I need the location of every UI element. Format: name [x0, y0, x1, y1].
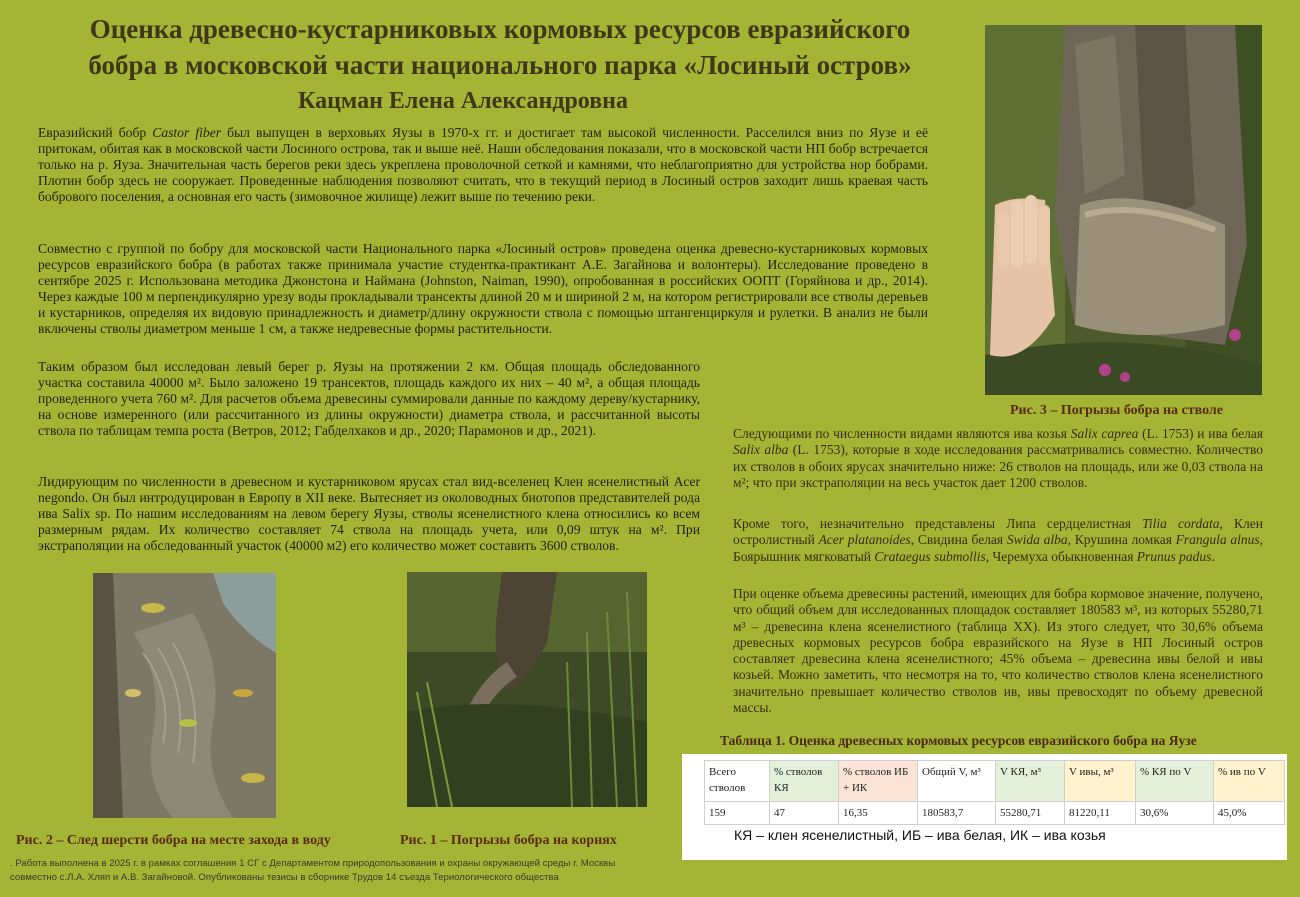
tree-trunk-image — [985, 25, 1262, 395]
paragraph-volume: При оценке объема древесины растений, имеющих для бобра кормовое значение, получено, что общий объем для исследованных площадок составляет 180583 м³, из которых 55280,71 м³ – древесина клена ясенелистного (таблица XX). Из этого следует, что 30,6% объема древесных кормовых ресурсов бобра евразийского на Яузе в НП Лосиный остров составляет древесина клена ясенелистного; 45% объема – древесина ивы белой и ивы козьей. Можно заметить, что несмотря на то, что количество стволов клена ясенелистного значительно превышает количество стволов ив, ивы превосходят по объему древесной массы. — [733, 586, 1263, 716]
paragraph-method: Совместно с группой по бобру для московской части Национального парка «Лосиный остров» проведена оценка древесно-кустарниковых кормовых ресурсов евразийского бобра (в работах также принимала участие студентка-практикант А.Е. Загайнова и волонтеры). Исследование проведено в сентябре 2025 г. Использована методика Джонстона и Наймана (Johnston, Naiman, 1990), опробованная в российских ООПТ (Горяйнова и др., 2014). Через каждые 100 м перпендикулярно урезу воды прокладывали трансекты длиной 20 м и шириной 2 м, на котором регистрировали все стволы деревьев и кустарников, определяя их видовую принадлежность и диаметр/длину окружности ствола с помощью штангенциркуля и рулетки. В анализ не были включены стволы диаметром меньше 1 см, а также недревесные формы растительности. — [38, 241, 928, 336]
table-cell: 81220,11 — [1065, 802, 1136, 825]
table-cell: 159 — [705, 802, 770, 825]
table-header-cell: % стволов КЯ — [770, 761, 839, 802]
photo-roots — [407, 572, 647, 807]
table-cell: 180583,7 — [918, 802, 996, 825]
table-cell: 30,6% — [1136, 802, 1214, 825]
table-header-cell: Общий V, м³ — [918, 761, 996, 802]
table-header-cell: V ивы, м³ — [1065, 761, 1136, 802]
data-table — [704, 760, 1285, 825]
paragraph-other-species: Кроме того, незначительно представлены Липа сердцелистная Tilia cordata, Клен остролистный Acer platanoides, Свидина белая Swida alba, Крушина ломкая Frangula alnus, Боярышник мягковатый Crataegus submollis, Черемуха обыкновенная Prunus padus. — [733, 516, 1263, 564]
table-header-cell: % КЯ по V — [1136, 761, 1214, 802]
table-cell: 16,35 — [839, 802, 918, 825]
figure-1-caption: Рис. 1 – Погрызы бобра на корнях — [400, 833, 617, 848]
table-panel — [682, 754, 1287, 860]
paragraph-survey: Таким образом был исследован левый берег р. Яузы на протяжении 2 км. Общая площадь обследованного участка составила 40000 м². Было заложено 19 трансектов, площадь каждого их них – 40 м², а общая площадь проведенного учета 760 м². Для расчетов объема древесины суммировали данные по каждому дереву/кустарнику, на основе измеренного (или рассчитанного из длины окружности) диаметра ствола, и рассчитанной высоты ствола по таблицам темпа роста (Ветров, 2012; Габделхаков и др., 2020; Парамонов и др., 2021). — [38, 359, 700, 438]
photo-fur-trace — [93, 573, 276, 818]
table-row — [705, 802, 1285, 825]
title-line-2: бобра в московской части национального парка «Лосиный остров» — [88, 50, 912, 80]
photo-tree-trunk — [985, 25, 1262, 395]
paragraph-maple: Лидирующим по численности в древесном и кустарниковом ярусах стал вид-вселенец Клен ясенелистный Acer negondo. Он был интродуцирован в Европу в XII веке. Вытесняет из околоводных биотопов представителей рода ива Salix sp. По нашим исследованиям на левом берегу Яузы, стволы ясенелистного клена относились ко всем размерным рядам. Их количество составляет 74 ствола на площадь учета, или 0,09 штук на м². При экстраполяции на обследованный участок (40000 м2) его количество может составить 3600 стволов. — [38, 474, 700, 553]
footnote — [10, 857, 615, 885]
fur-trace-image — [93, 573, 276, 818]
paragraph-willows: Следующими по численности видами являются ива козья Salix caprea (L. 1753) и ива белая Salix alba (L. 1753), которые в ходе исследования рассматривались совместно. Количество их стволов в обоих ярусах значительно ниже: 26 стволов на площадь, или же 0,03 ствола на м²; что при экстраполяции на весь участок дает 1200 стволов. — [733, 426, 1264, 490]
table-header-cell: V КЯ, м³ — [996, 761, 1065, 802]
table-cell: 55280,71 — [996, 802, 1065, 825]
table-header-cell: % ив по V — [1214, 761, 1285, 802]
author-name: Кацман Елена Александровна — [297, 88, 628, 114]
table-header-cell: % стволов ИБ + ИК — [839, 761, 918, 802]
title-line-1: Оценка древесно-кустарниковых кормовых ресурсов евразийского — [89, 14, 911, 44]
footnote-line-2: совместно с.Л.А. Хляп и А.В. Загайновой. Опубликованы тезисы в сборнике Трудов 14 съезда Териологического общества — [10, 872, 559, 883]
table-legend: КЯ – клен ясенелистный, ИБ – ива белая, ИК – ива козья — [734, 827, 1106, 843]
table-cell: 47 — [770, 802, 839, 825]
table-title: Таблица 1. Оценка древесных кормовых ресурсов евразийского бобра на Яузе — [720, 733, 1197, 748]
table-header-row — [705, 761, 1285, 802]
figure-3-caption: Рис. 3 – Погрызы бобра на стволе — [1010, 403, 1223, 418]
table-header-cell: Всего стволов — [705, 761, 770, 802]
paragraph-intro: Евразийский бобр Castor fiber был выпущен в верховьях Яузы в 1970-х гг. и достигает там высокой численности. Расселился вниз по Яузе и её притокам, обитая как в московской части Лосиного острова, так и выше неё. Наши обследования показали, что в московской части НП бобр встречается только на р. Яуза. Значительная часть берегов реки здесь укреплена проволочной сеткой и камнями, что неблагоприятно для устройства нор бобрами. Плотин бобр здесь не сооружает. Проведенные наблюдения позволяют считать, что в текущий период в Лосиный остров заходит лишь краевая часть бобрового поселения, а основная его часть (зимовочное жилище) лежит выше по течению реки. — [38, 125, 928, 204]
table-cell: 45,0% — [1214, 802, 1285, 825]
figure-2-caption: Рис. 2 – След шерсти бобра на месте захода в воду — [16, 833, 331, 848]
footnote-line-1: . Работа выполнена в 2025 г. в рамках соглашения 1 СГ с Департаментом природопользования и охраны окружающей среды г. Москвы — [10, 858, 616, 869]
roots-image — [407, 572, 647, 807]
